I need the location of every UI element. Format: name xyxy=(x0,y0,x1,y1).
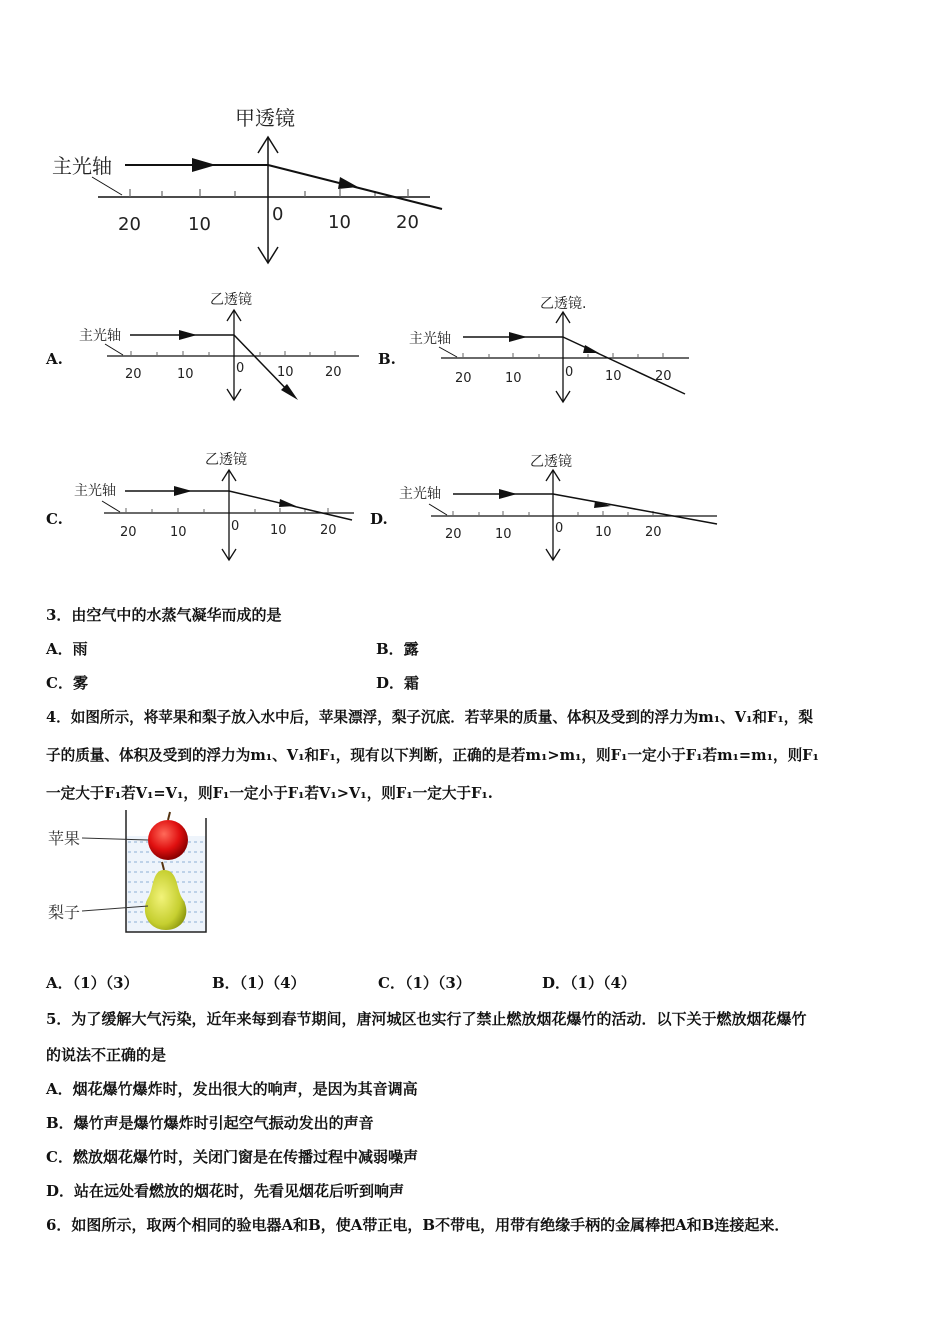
option-c-tick-3: 0 xyxy=(231,519,240,534)
q5-option-b: B．爆竹声是爆竹爆炸时引起空气振动发出的声音 xyxy=(46,1114,374,1132)
main-tick-3: 0 xyxy=(272,204,284,225)
option-b-label: B. xyxy=(378,350,396,368)
q4-stem-line2: 子的质量、体积及受到的浮力为m₁、V₁和F₁，现有以下判断，正确的是若m₁>m₁，则F₁一定小于F₁若m₁=m₁，则F₁ xyxy=(46,747,819,764)
main-lens-title: 甲透镜 xyxy=(235,106,295,130)
option-d-label: D. xyxy=(370,510,388,528)
q3-stem: 3．由空气中的水蒸气凝华而成的是 xyxy=(46,606,282,624)
q4-option-b: B．（1）（4） xyxy=(212,974,306,992)
q5-option-a: A．烟花爆竹爆炸时，发出很大的响声，是因为其音调高 xyxy=(46,1080,418,1098)
option-a-lens-title: 乙透镜 xyxy=(210,292,252,308)
option-d-lens-title: 乙透镜 xyxy=(530,454,572,470)
q4-option-d: D．（1）（4） xyxy=(542,974,636,992)
option-d-tick-5: 20 xyxy=(645,525,662,540)
main-tick-5: 20 xyxy=(396,212,419,233)
option-c-tick-5: 20 xyxy=(320,523,337,538)
q4-stem-line3: 一定大于F₁若V₁=V₁，则F₁一定小于F₁若V₁>V₁，则F₁一定大于F₁. xyxy=(46,785,493,802)
option-b-tick-3: 0 xyxy=(565,365,574,380)
option-a-tick-1: 20 xyxy=(125,367,142,382)
main-tick-1: 20 xyxy=(118,214,141,235)
apple-pear-figure xyxy=(44,808,214,938)
option-d-tick-3: 0 xyxy=(555,521,564,536)
option-b-tick-4: 10 xyxy=(605,369,622,384)
option-a-tick-4: 10 xyxy=(277,365,294,380)
q5-option-d: D．站在远处看燃放的烟花时，先看见烟花后听到响声 xyxy=(46,1182,405,1200)
main-tick-4: 10 xyxy=(328,212,351,233)
option-c-axis-label: 主光轴 xyxy=(74,483,116,499)
option-a-diagram xyxy=(75,288,365,408)
q3-option-b: B．露 xyxy=(376,640,419,658)
main-tick-2: 10 xyxy=(188,214,211,235)
main-lens-diagram xyxy=(40,95,460,275)
option-b-axis-label: 主光轴 xyxy=(409,331,451,347)
q4-option-a: A．（1）（3） xyxy=(46,974,139,992)
option-c-tick-1: 20 xyxy=(120,525,137,540)
apple-shape xyxy=(148,820,188,860)
q3-option-c: C．雾 xyxy=(46,674,88,692)
q3-option-a: A．雨 xyxy=(46,640,88,658)
option-c-label: C. xyxy=(46,510,63,528)
q5-option-c: C．燃放烟花爆竹时，关闭门窗是在传播过程中减弱噪声 xyxy=(46,1148,418,1166)
option-a-label: A. xyxy=(46,350,63,368)
option-c-tick-4: 10 xyxy=(270,523,287,538)
q5-stem-line1: 5．为了缓解大气污染，近年来每到春节期间，唐河城区也实行了禁止燃放烟花爆竹的活动．以下关于燃放烟花爆竹 xyxy=(46,1010,807,1028)
option-b-tick-5: 20 xyxy=(655,369,672,384)
option-c-tick-2: 10 xyxy=(170,525,187,540)
option-a-axis-label: 主光轴 xyxy=(79,328,121,344)
option-a-tick-2: 10 xyxy=(177,367,194,382)
pear-label: 梨子 xyxy=(48,903,81,922)
q4-stem-line1: 4．如图所示，将苹果和梨子放入水中后，苹果漂浮，梨子沉底．若苹果的质量、体积及受到的浮力为m₁、V₁和F₁，梨 xyxy=(46,709,813,726)
q5-stem-line2: 的说法不正确的是 xyxy=(46,1046,167,1064)
option-c-lens-title: 乙透镜 xyxy=(205,452,247,468)
option-a-tick-3: 0 xyxy=(236,361,245,376)
option-c-diagram xyxy=(70,448,360,568)
q3-option-d: D．霜 xyxy=(376,674,420,692)
option-d-tick-4: 10 xyxy=(595,525,612,540)
option-b-diagram xyxy=(405,290,695,410)
option-b-lens-title: 乙透镜. xyxy=(540,296,587,312)
q6-stem: 6．如图所示，取两个相同的验电器A和B，使A带正电，B不带电，用带有绝缘手柄的金属棒把A和B连接起来． xyxy=(46,1216,790,1234)
option-b-tick-2: 10 xyxy=(505,371,522,386)
main-axis-label: 主光轴 xyxy=(52,154,112,178)
option-d-axis-label: 主光轴 xyxy=(399,486,441,502)
option-d-diagram xyxy=(395,450,725,570)
option-a-tick-5: 20 xyxy=(325,365,342,380)
option-d-tick-1: 20 xyxy=(445,527,462,542)
option-b-tick-1: 20 xyxy=(455,371,472,386)
apple-label: 苹果 xyxy=(48,829,81,848)
option-d-tick-2: 10 xyxy=(495,527,512,542)
q4-option-c: C．（1）（3） xyxy=(378,974,471,992)
